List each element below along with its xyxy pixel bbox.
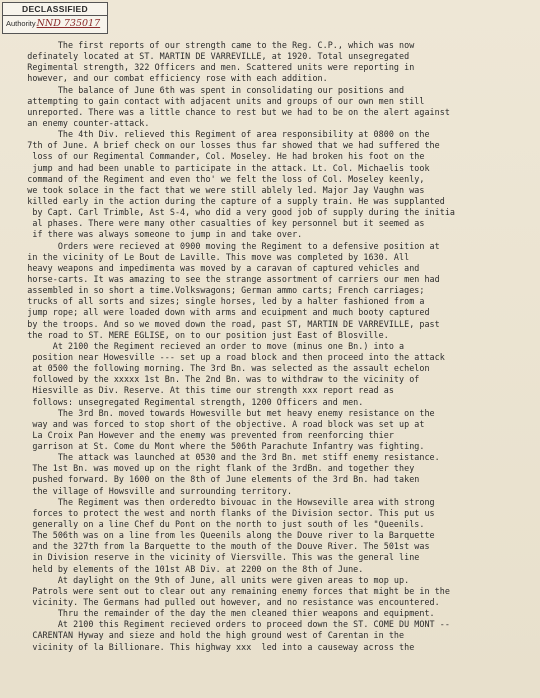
text-line: Thru the remainder of the day the men cleaned thier weapons and equipment.: [12, 608, 435, 619]
text-line: Orders were recieved at 0900 moving the Regiment to a defensive position at: [12, 240, 440, 251]
declassified-stamp: [2, 2, 108, 34]
text-line: The attack was launched at 0530 and the 3rd Bn. met stiff enemy resistance.: [12, 452, 440, 463]
text-line: CARENTAN Hyway and sieze and hold the high ground west of Carentan in the: [12, 630, 405, 641]
text-line: killed early in the action during the capture of a supply train. He was supplanted: [12, 195, 445, 206]
text-line: attempting to gain contact with adjacent units and groups of our own men still: [12, 95, 425, 106]
text-line: command of the Regiment and even tho' we felt the loss of Col. Moseley keenly,: [12, 173, 425, 184]
authority-line: [3, 16, 107, 32]
text-line: the road to ST. MERE EGLISE, on to our position just East of Blosville.: [12, 329, 389, 340]
text-line: pushed forward. By 1600 on the 8th of June elements of the 3rd Bn. had taken: [12, 474, 420, 485]
text-line: in the vicinity of Le Bout de Laville. This move was completed by 1630. All: [12, 251, 410, 262]
text-line: al phases. There were many other casualties of key personnel but it seemed as: [12, 218, 425, 229]
text-line: Regimental strength, 322 Officers and men. Scattered units were reporting in: [12, 62, 415, 73]
text-line: jump and had been unable to participate in the attack. Lt. Col. Michaelis took: [12, 162, 430, 173]
text-line: in Division reserve in the vicinity of Viersville. This was the general line: [12, 552, 420, 563]
text-line: The 4th Div. relieved this Regiment of area responsibility at 0800 on the: [12, 129, 430, 140]
text-line: trucks of all sorts and sizes; single horses, led by a halter fashioned from a: [12, 296, 425, 307]
text-line: 7th of June. A brief check on our losses thus far showed that we had suffered the: [12, 140, 440, 151]
declassified-heading: DECLASSIFIED: [3, 3, 107, 16]
text-line: The Regiment was then orderedto bivouac in the Howseville area with strong: [12, 496, 435, 507]
text-line: however, and our combat efficiency rose with each addition.: [12, 73, 328, 84]
text-line: La Croix Pan However and the enemy was prevented from reenforcing thier: [12, 429, 394, 440]
text-line: forces to protect the west and north flanks of the Division sector. This put us: [12, 507, 435, 518]
text-line: Patrols were sent out to clear out any remaining enemy forces that might be in the: [12, 585, 450, 596]
authority-label: Authority: [6, 19, 36, 28]
text-line: The balance of June 6th was spent in consolidating our positions and: [12, 84, 405, 95]
text-line: assembled in so short a time.Volkswagons; German ammo carts; French carriages;: [12, 285, 425, 296]
text-line: vicinity. The Germans had pulled out however, and no resistance was encountered.: [12, 597, 440, 608]
text-line: At 2100 this Regiment recieved orders to proceed down the ST. COME DU MONT --: [12, 619, 450, 630]
text-line: loss of our Regimental Commander, Col. Moseley. He had broken his foot on the: [12, 151, 425, 162]
text-line: The first reports of our strength came to the Reg. C.P., which was now: [12, 40, 415, 50]
document-body-text: [12, 40, 536, 653]
text-line: definately located at ST. MARTIN DE VARREVILLE, at 1920. Total unsegregated: [12, 51, 410, 62]
text-line: vicinity of la Billionare. This highway xxx led into a causeway across the: [12, 641, 415, 652]
text-line: The 506th was on a line from les Queenils along the Douve river to la Barquette: [12, 530, 435, 541]
text-line: The 3rd Bn. moved towards Howesville but met heavy enemy resistance on the: [12, 407, 435, 418]
text-line: The 1st Bn. was moved up on the right flank of the 3rdBn. and together they: [12, 463, 415, 474]
text-line: by the troops. And so we moved down the road, past ST, MARTIN DE VARREVILLE, past: [12, 318, 440, 329]
text-line: we took solace in the fact that we were still ablely led. Major Jay Vaughn was: [12, 184, 425, 195]
text-line: the village of Howsville and surrounding territory.: [12, 485, 293, 496]
text-line: follows: unsegregated Regimental strength, 1200 Officers and men.: [12, 396, 364, 407]
text-line: followed by the xxxxx 1st Bn. The 2nd Bn. was to withdraw to the vicinity of: [12, 374, 420, 385]
text-line: and the 327th from la Barquette to the mouth of the Douve River. The 501st was: [12, 541, 430, 552]
text-line: way and was forced to stop short of the objective. A road block was set up at: [12, 418, 425, 429]
text-line: At 2100 the Regiment recieved an order to move (minus one Bn.) into a: [12, 340, 405, 351]
text-line: if there was always someone to jump in and take over.: [12, 229, 303, 240]
text-line: At daylight on the 9th of June, all units were given areas to mop up.: [12, 574, 410, 585]
text-line: an enemy counter-attack.: [12, 117, 150, 128]
text-line: at 0500 the following morning. The 3rd Bn. was selected as the assault echelon: [12, 363, 430, 374]
text-line: generally on a line Chef du Pont on the north to just south of les "Queenils.: [12, 519, 425, 530]
text-line: garrison at St. Come du Mont where the 506th Parachute Infantry was fighting.: [12, 441, 425, 452]
text-line: Hiesville as Div. Reserve. At this time our strength xxx report read as: [12, 385, 394, 396]
text-line: held by elements of the 101st AB Div. at 2200 on the 8th of June.: [12, 563, 364, 574]
text-line: jump rope; all were loaded down with arms and ecuipment and much booty captured: [12, 307, 430, 318]
text-line: by Capt. Carl Trimble, Ast S-4, who did a very good job of supply during the initia: [12, 207, 456, 218]
authority-number: NND 735017: [36, 18, 101, 29]
text-line: position near Howesville --- set up a road block and then proceed into the attack: [12, 351, 445, 362]
text-line: heavy weapons and impedimenta was moved by a caravan of captured vehicles and: [12, 262, 420, 273]
text-line: unreported. There was a little chance to rest but we had to be on the alert against: [12, 106, 450, 117]
text-line: horse-carts. It was amazing to see the strange assortment of carriers our men had: [12, 273, 440, 284]
